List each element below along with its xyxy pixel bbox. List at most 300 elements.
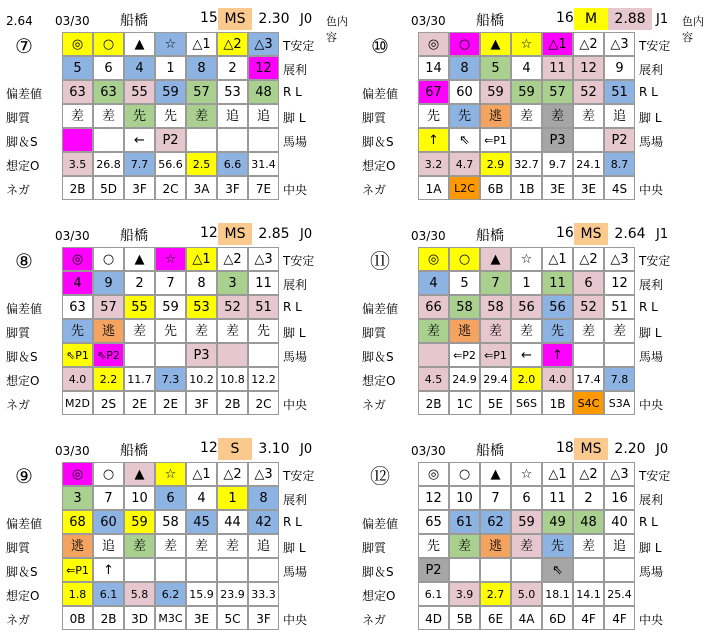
estimated-odds-row-cell: [449, 152, 480, 176]
estimated-odds-row-cell: [542, 152, 573, 176]
deviation-row-cell: [418, 295, 449, 319]
mark-row-cell: [217, 247, 248, 271]
mark-row-value: △2: [223, 467, 242, 482]
estimated-odds-row-value: 2.7: [486, 588, 505, 601]
row-label-left: ネガ: [6, 398, 31, 412]
negative-row-value: 5B: [456, 612, 473, 626]
horse-number-row-cell: [248, 56, 279, 80]
mark-row-value: ○: [102, 467, 115, 482]
deviation-row-value: 61: [456, 515, 473, 530]
race-venue: 船橋: [476, 228, 504, 244]
legs-speed-row-cell: [62, 128, 93, 152]
estimated-odds-row-cell: [604, 367, 635, 391]
row-label-right: 中央: [639, 183, 664, 197]
horse-number-row-cell: [511, 486, 542, 510]
mark-row-cell: [124, 247, 155, 271]
horse-number-row-value: 2: [135, 276, 144, 291]
estimated-odds-row-cell: [449, 582, 480, 606]
estimated-odds-row-value: 12.2: [251, 373, 276, 386]
race-number-badge: ⑪: [370, 249, 390, 273]
negative-row-value: 2S: [100, 397, 117, 411]
mark-row-value: △1: [192, 37, 211, 52]
mark-row-cell: [449, 32, 480, 56]
running-style-row-value: 差: [132, 539, 146, 554]
horse-number-row-cell: [418, 486, 449, 510]
horse-number-row-value: 7: [104, 491, 113, 506]
legs-speed-row-cell: [217, 128, 248, 152]
mark-row-value: △2: [579, 252, 598, 267]
horse-number-row-value: 4: [522, 61, 531, 76]
mark-row-cell: [480, 32, 511, 56]
estimated-odds-row-value: 56.6: [158, 158, 183, 171]
negative-row-value: 2C: [255, 397, 272, 411]
row-label-right: 馬場: [639, 350, 664, 364]
running-style-row-value: 先: [426, 539, 440, 554]
negative-row-cell: [511, 391, 542, 415]
mark-row-cell: [62, 32, 93, 56]
estimated-odds-row-value: 24.1: [576, 158, 601, 171]
horse-number-row-cell: [62, 56, 93, 80]
running-style-row-value: 差: [194, 539, 208, 554]
negative-row-cell: [542, 606, 573, 630]
estimated-odds-row-value: 2.5: [192, 158, 211, 171]
race-jockey-rank: J0: [300, 227, 313, 242]
legs-speed-row-cell: [573, 558, 604, 582]
running-style-row-value: 先: [426, 109, 440, 124]
deviation-row-value: 51: [255, 300, 272, 315]
deviation-row-value: 58: [487, 300, 504, 315]
estimated-odds-row-value: 4.5: [424, 373, 443, 386]
deviation-row-value: 60: [456, 85, 473, 100]
race-class-tag: MS: [574, 438, 608, 460]
running-style-row-cell: [418, 319, 449, 343]
legs-speed-row-cell: [449, 558, 480, 582]
deviation-row-cell: [480, 510, 511, 534]
mark-row-cell: [62, 462, 93, 486]
deviation-row-cell: [542, 510, 573, 534]
horse-number-row-cell: [248, 271, 279, 295]
estimated-odds-row-cell: [155, 582, 186, 606]
running-style-row-value: 差: [488, 324, 502, 339]
mark-row-cell: [155, 247, 186, 271]
negative-row-cell: [186, 606, 217, 630]
race-class-tag: MS: [218, 223, 252, 245]
legs-speed-row-cell: [93, 558, 124, 582]
horse-number-row-value: 8: [259, 491, 268, 506]
deviation-row-cell: [573, 295, 604, 319]
horse-number-row-value: 8: [460, 61, 469, 76]
negative-row-cell: [449, 606, 480, 630]
estimated-odds-row-value: 9.7: [548, 158, 567, 171]
mark-row-cell: [93, 462, 124, 486]
negative-row-cell: [418, 391, 449, 415]
negative-row-cell: [93, 391, 124, 415]
mark-row-value: ◎: [427, 37, 440, 52]
row-label-right: 中央: [639, 613, 664, 627]
running-style-row-cell: [418, 534, 449, 558]
deviation-row-cell: [124, 295, 155, 319]
mark-row-cell: [480, 462, 511, 486]
estimated-odds-row-cell: [542, 367, 573, 391]
legs-speed-row-cell: [480, 128, 511, 152]
mark-row-value: ☆: [520, 467, 533, 482]
race-venue: 船橋: [476, 13, 504, 29]
running-style-row-cell: [124, 319, 155, 343]
negative-row-cell: [186, 176, 217, 200]
legs-speed-row-cell: [604, 128, 635, 152]
deviation-row-value: 63: [100, 85, 117, 100]
running-style-row-value: 先: [457, 109, 471, 124]
legs-speed-row-value: P2: [611, 133, 628, 148]
deviation-row-cell: [542, 295, 573, 319]
deviation-row-value: 63: [69, 85, 86, 100]
estimated-odds-row-cell: [155, 367, 186, 391]
mark-row-value: △1: [548, 37, 567, 52]
deviation-row-cell: [604, 510, 635, 534]
negative-row-value: 5D: [100, 182, 117, 196]
mark-row-cell: [449, 247, 480, 271]
mark-row-cell: [604, 462, 635, 486]
row-label-right: 馬場: [283, 565, 308, 579]
deviation-row-value: 59: [162, 85, 179, 100]
mark-row-value: ◎: [71, 252, 84, 267]
negative-row-value: L2C: [454, 182, 475, 195]
running-style-row-cell: [155, 319, 186, 343]
mark-row-cell: [62, 247, 93, 271]
estimated-odds-row-value: 4.0: [548, 373, 567, 386]
deviation-row-value: 55: [131, 300, 148, 315]
deviation-row-cell: [124, 80, 155, 104]
legs-speed-row-value: ⇖: [459, 133, 470, 148]
deviation-row-value: 59: [131, 515, 148, 530]
horse-number-row-cell: [418, 56, 449, 80]
horse-number-row-value: 6: [584, 276, 593, 291]
deviation-row-cell: [93, 295, 124, 319]
mark-row-cell: [480, 247, 511, 271]
row-label-right: R L: [283, 85, 302, 99]
deviation-row-cell: [248, 510, 279, 534]
mark-row-cell: [542, 247, 573, 271]
row-label-right: 展利: [639, 63, 664, 77]
deviation-row-cell: [248, 80, 279, 104]
running-style-row-value: 差: [426, 324, 440, 339]
running-style-row-cell: [155, 534, 186, 558]
deviation-row-cell: [62, 510, 93, 534]
negative-row-value: 3F: [132, 182, 147, 196]
legs-speed-row-value: ←: [134, 133, 145, 148]
race-date: 03/30: [411, 14, 446, 28]
running-style-row-cell: [449, 534, 480, 558]
legs-speed-row-value: ⇖P1: [66, 349, 89, 362]
negative-row-value: 2B: [69, 182, 86, 196]
race-venue: 船橋: [476, 443, 504, 459]
negative-row-cell: [604, 606, 635, 630]
mark-row-value: ○: [102, 37, 115, 52]
estimated-odds-row-cell: [573, 582, 604, 606]
legs-speed-row-cell: [418, 128, 449, 152]
mark-row-value: ▲: [134, 37, 145, 52]
running-style-row-cell: [573, 104, 604, 128]
running-style-row-value: 追: [256, 539, 270, 554]
running-style-row-value: 逃: [457, 324, 471, 339]
running-style-row-cell: [93, 104, 124, 128]
mark-row-cell: [449, 462, 480, 486]
legs-speed-row-cell: [93, 343, 124, 367]
negative-row-cell: [124, 176, 155, 200]
race-jockey-rank: J1: [656, 227, 669, 242]
estimated-odds-row-value: 6.2: [161, 588, 180, 601]
estimated-odds-row-cell: [604, 582, 635, 606]
mark-row-value: ◎: [427, 467, 440, 482]
horse-number-row-value: 3: [228, 276, 237, 291]
row-label-left: 脚質: [362, 111, 387, 125]
running-style-row-cell: [480, 534, 511, 558]
row-label-left: 脚＆S: [362, 565, 394, 579]
deviation-row-value: 57: [193, 85, 210, 100]
legs-speed-row-cell: [418, 343, 449, 367]
estimated-odds-row-cell: [62, 152, 93, 176]
estimated-odds-row-cell: [93, 367, 124, 391]
row-label-right: 中央: [283, 613, 308, 627]
deviation-row-value: 66: [425, 300, 442, 315]
negative-row-cell: [248, 391, 279, 415]
horse-number-row-value: 4: [197, 491, 206, 506]
estimated-odds-row-value: 7.7: [130, 158, 149, 171]
deviation-row-cell: [418, 510, 449, 534]
legs-speed-row-cell: [480, 558, 511, 582]
horse-number-row-cell: [124, 56, 155, 80]
row-label-left: 偏差値: [6, 302, 43, 316]
row-label-right: 展利: [283, 63, 308, 77]
running-style-row-value: 逃: [70, 539, 84, 554]
estimated-odds-row-value: 2.0: [517, 373, 536, 386]
running-style-row-value: 差: [612, 324, 626, 339]
negative-row-value: 5E: [487, 397, 504, 411]
row-label-right: 馬場: [639, 565, 664, 579]
running-style-row-value: 逃: [101, 324, 115, 339]
race-venue: 船橋: [120, 228, 148, 244]
row-label-left: 脚＆S: [6, 565, 38, 579]
mark-row-cell: [124, 462, 155, 486]
race-venue: 船橋: [120, 13, 148, 29]
row-label-left: 脚＆S: [6, 350, 38, 364]
mark-row-value: △3: [254, 467, 273, 482]
row-label-left: ネガ: [362, 183, 387, 197]
legs-speed-row-value: P2: [162, 133, 179, 148]
horse-number-row-cell: [480, 56, 511, 80]
horse-number-row-cell: [186, 271, 217, 295]
running-style-row-cell: [217, 104, 248, 128]
negative-row-cell: [542, 176, 573, 200]
race-odds: 2.85: [252, 223, 296, 245]
negative-row-value: 6E: [487, 612, 504, 626]
running-style-row-value: 差: [225, 324, 239, 339]
mark-row-value: ☆: [164, 252, 177, 267]
negative-row-cell: [217, 391, 248, 415]
race-class-tag: MS: [218, 8, 252, 30]
deviation-row-value: 55: [131, 85, 148, 100]
running-style-row-value: 差: [581, 109, 595, 124]
horse-number-row-cell: [155, 486, 186, 510]
running-style-row-cell: [573, 319, 604, 343]
row-label-left: 脚質: [6, 326, 31, 340]
estimated-odds-row-cell: [449, 367, 480, 391]
negative-row-cell: [480, 391, 511, 415]
negative-row-value: 1B: [518, 182, 535, 196]
race-panel-r7: [0, 0, 350, 205]
horse-number-row-value: 3: [73, 491, 82, 506]
mark-row-cell: [217, 32, 248, 56]
legs-speed-row-cell: [62, 558, 93, 582]
estimated-odds-row-cell: [511, 152, 542, 176]
estimated-odds-row-cell: [418, 152, 449, 176]
negative-row-cell: [604, 176, 635, 200]
horse-number-row-value: 6: [104, 61, 113, 76]
horse-number-row-cell: [573, 486, 604, 510]
running-style-row-cell: [480, 319, 511, 343]
deviation-row-cell: [186, 510, 217, 534]
horse-number-row-cell: [93, 271, 124, 295]
row-label-right: 脚 L: [639, 541, 662, 555]
legs-speed-row-cell: [186, 558, 217, 582]
horse-number-row-value: 16: [611, 491, 628, 506]
row-label-right: R L: [639, 515, 658, 529]
legs-speed-row-cell: [217, 343, 248, 367]
running-style-row-value: 差: [225, 539, 239, 554]
running-style-row-value: 差: [70, 109, 84, 124]
estimated-odds-row-cell: [248, 152, 279, 176]
row-label-left: 脚＆S: [6, 135, 38, 149]
race-field-count: 18: [556, 440, 574, 456]
mark-row-value: △3: [254, 37, 273, 52]
running-style-row-cell: [248, 319, 279, 343]
running-style-row-cell: [248, 534, 279, 558]
negative-row-cell: [124, 606, 155, 630]
mark-row-value: ◎: [427, 252, 440, 267]
deviation-row-value: 56: [518, 300, 535, 315]
legs-speed-row-cell: [604, 558, 635, 582]
estimated-odds-row-value: 33.3: [251, 588, 276, 601]
row-label-right: T安定: [639, 39, 671, 53]
running-style-row-cell: [511, 534, 542, 558]
estimated-odds-row-value: 32.7: [514, 158, 539, 171]
horse-number-row-value: 4: [135, 61, 144, 76]
row-label-left: 想定O: [362, 374, 396, 388]
estimated-odds-row-cell: [217, 152, 248, 176]
mark-row-value: ◎: [71, 37, 84, 52]
running-style-row-value: 先: [132, 109, 146, 124]
mark-row-value: △1: [192, 467, 211, 482]
negative-row-value: 2C: [162, 182, 179, 196]
running-style-row-cell: [511, 104, 542, 128]
deviation-row-value: 59: [487, 85, 504, 100]
race-field-count: 16: [556, 10, 574, 26]
deviation-row-cell: [248, 295, 279, 319]
horse-number-row-value: 7: [491, 276, 500, 291]
estimated-odds-row-cell: [573, 367, 604, 391]
negative-row-cell: [217, 176, 248, 200]
negative-row-value: 3A: [193, 182, 210, 196]
horse-number-row-value: 12: [255, 61, 272, 76]
negative-row-value: 7E: [255, 182, 272, 196]
negative-row-cell: [480, 176, 511, 200]
deviation-row-cell: [155, 295, 186, 319]
negative-row-cell: [511, 176, 542, 200]
estimated-odds-row-value: 24.9: [452, 373, 477, 386]
deviation-row-value: 48: [255, 85, 272, 100]
legs-speed-row-cell: [418, 558, 449, 582]
legs-speed-row-cell: [511, 128, 542, 152]
legs-speed-row-cell: [155, 343, 186, 367]
legs-speed-row-cell: [573, 343, 604, 367]
estimated-odds-row-cell: [248, 582, 279, 606]
horse-number-row-value: 8: [197, 276, 206, 291]
row-label-right: 展利: [283, 278, 308, 292]
running-style-row-value: 差: [581, 324, 595, 339]
estimated-odds-row-cell: [217, 367, 248, 391]
estimated-odds-row-value: 17.4: [576, 373, 601, 386]
negative-row-cell: [93, 606, 124, 630]
running-style-row-value: 先: [70, 324, 84, 339]
mark-row-value: △3: [610, 467, 629, 482]
running-style-row-cell: [217, 534, 248, 558]
legs-speed-row-cell: [124, 343, 155, 367]
mark-row-cell: [186, 462, 217, 486]
deviation-row-value: 67: [425, 85, 442, 100]
running-style-row-value: 差: [163, 539, 177, 554]
running-style-row-cell: [604, 104, 635, 128]
horse-number-row-cell: [93, 56, 124, 80]
deviation-row-cell: [511, 80, 542, 104]
row-label-right: T安定: [283, 469, 315, 483]
negative-row-value: S3A: [608, 397, 631, 410]
estimated-odds-row-value: 2.9: [486, 158, 505, 171]
color-content-label: 色内容: [326, 15, 348, 44]
estimated-odds-row-value: 25.4: [607, 588, 632, 601]
legs-speed-row-cell: [511, 558, 542, 582]
negative-row-cell: [186, 391, 217, 415]
legs-speed-row-value: ↑: [552, 348, 563, 363]
running-style-row-value: 差: [519, 324, 533, 339]
row-label-right: T安定: [283, 254, 315, 268]
running-style-row-cell: [604, 534, 635, 558]
row-label-left: 脚＆S: [362, 350, 394, 364]
running-style-row-value: 追: [612, 109, 626, 124]
row-label-left: 脚質: [362, 541, 387, 555]
running-style-row-value: 差: [194, 324, 208, 339]
row-label-right: T安定: [283, 39, 315, 53]
row-label-left: ネガ: [6, 183, 31, 197]
running-style-row-value: 追: [256, 109, 270, 124]
estimated-odds-row-cell: [418, 582, 449, 606]
race-odds: 3.10: [252, 438, 296, 460]
deviation-row-cell: [217, 80, 248, 104]
estimated-odds-row-value: 4.0: [68, 373, 87, 386]
running-style-row-value: 追: [612, 539, 626, 554]
horse-number-row-cell: [480, 271, 511, 295]
horse-number-row-cell: [449, 56, 480, 80]
mark-row-cell: [248, 32, 279, 56]
negative-row-value: S6S: [516, 397, 537, 410]
estimated-odds-row-cell: [511, 582, 542, 606]
horse-number-row-value: 7: [166, 276, 175, 291]
negative-row-value: 6D: [549, 612, 566, 626]
race-venue: 船橋: [120, 443, 148, 459]
negative-row-cell: [248, 176, 279, 200]
legs-speed-row-cell: [186, 343, 217, 367]
horse-number-row-cell: [480, 486, 511, 510]
negative-row-cell: [449, 176, 480, 200]
